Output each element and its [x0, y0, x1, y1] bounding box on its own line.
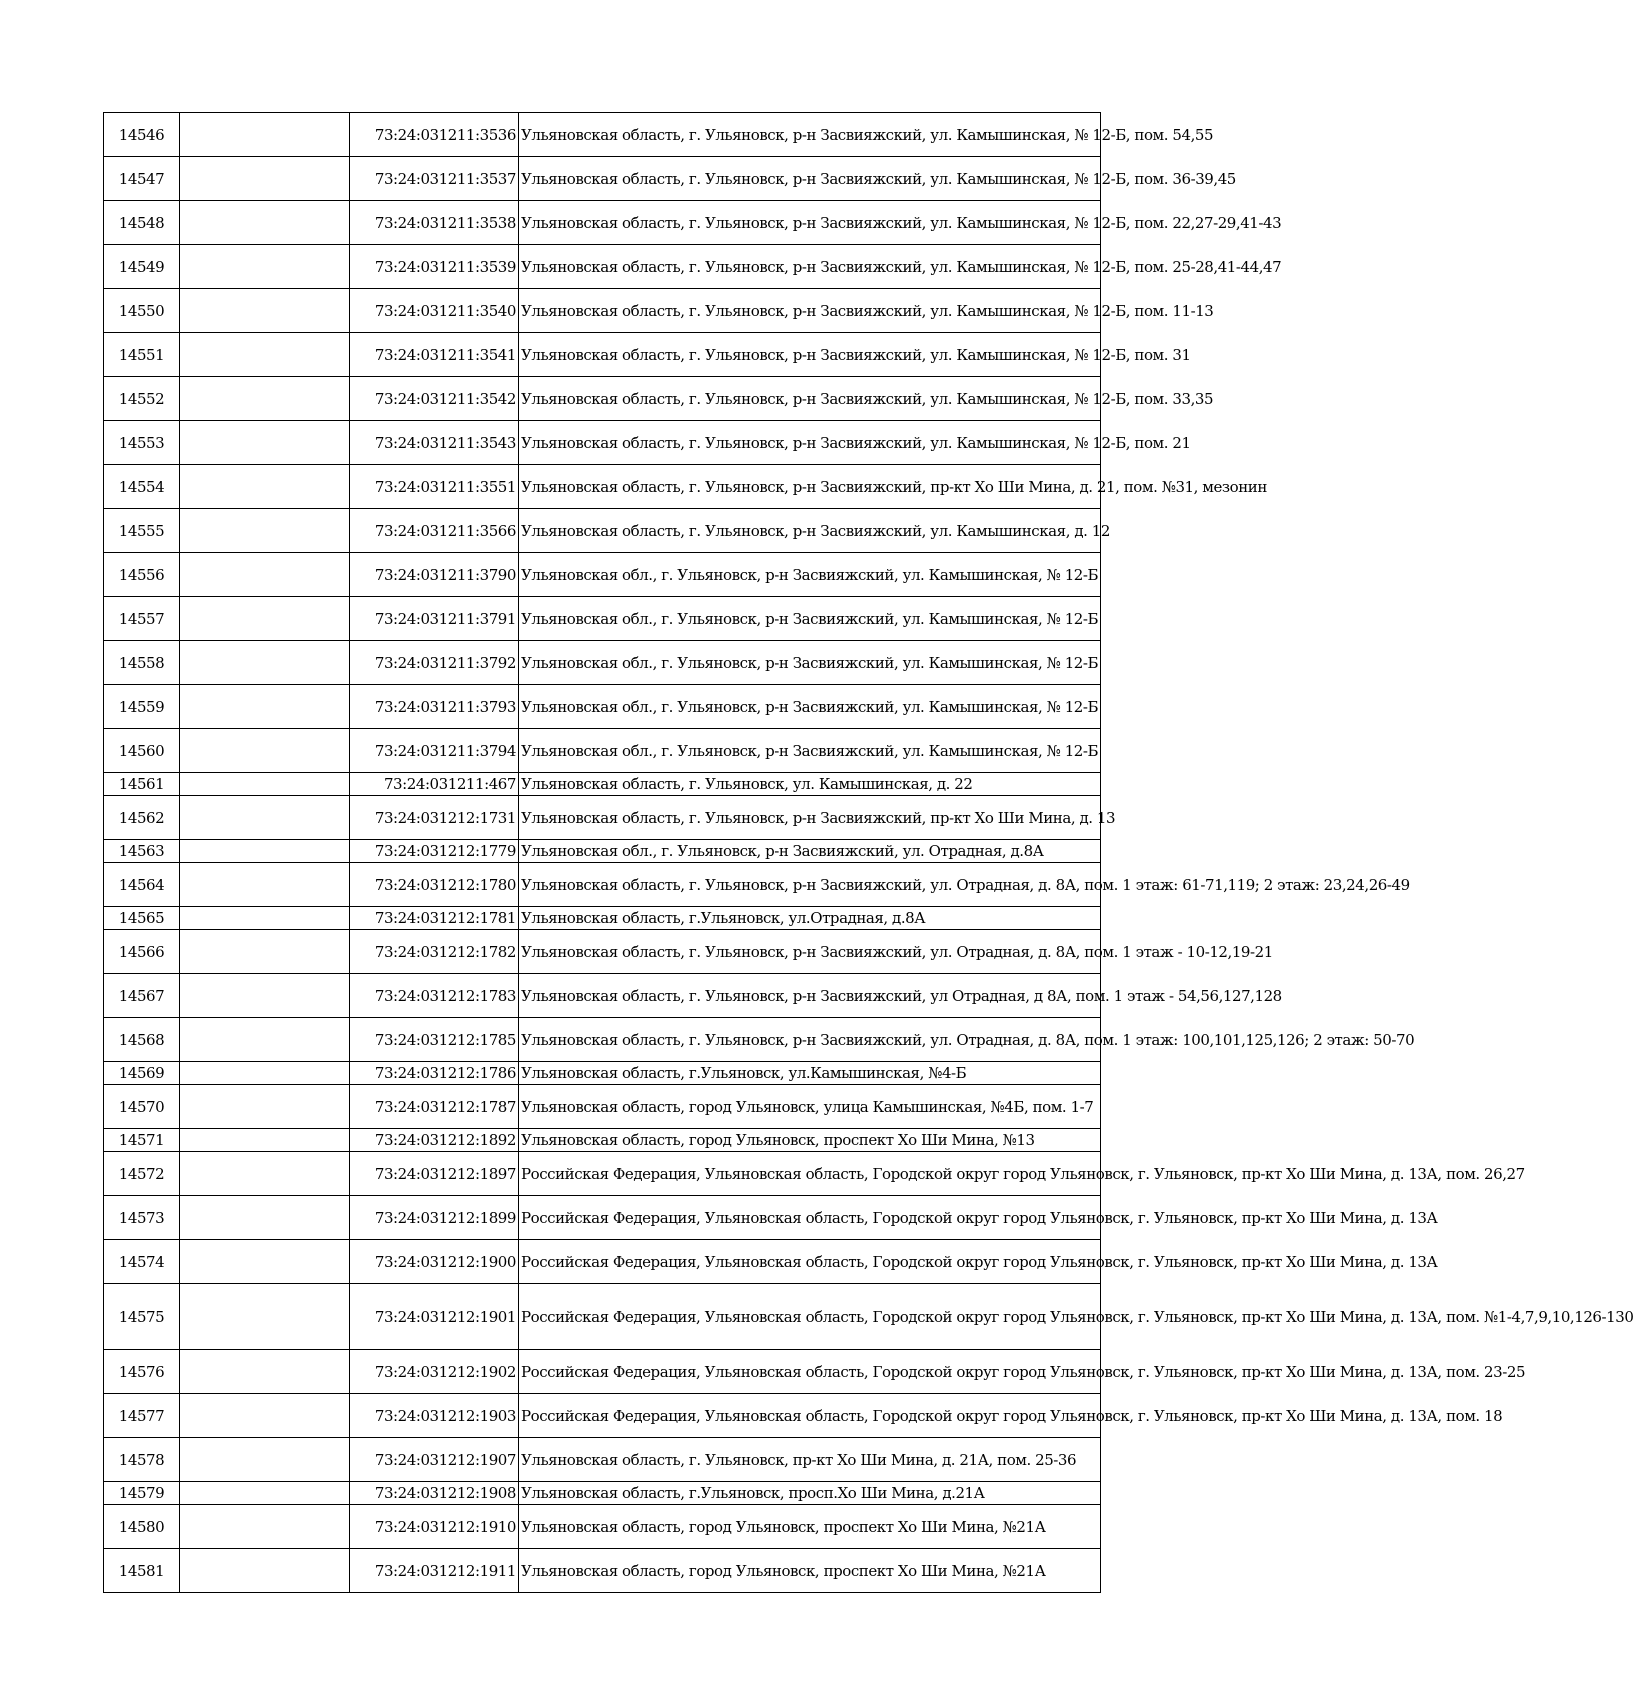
row-number-cell: 14572	[104, 1152, 180, 1196]
table-row	[104, 333, 1101, 377]
registry-table-body	[104, 113, 1633, 1593]
cadastral-number-cell: 73:24:031211:3551	[350, 465, 519, 509]
empty-cell	[180, 1438, 350, 1482]
table-row	[104, 289, 1101, 333]
empty-cell	[180, 1196, 350, 1240]
table-row	[104, 465, 1101, 509]
empty-cell	[180, 1350, 350, 1394]
address-cell: Ульяновская область, г.Ульяновск, ул.Камышинская, №4-Б	[519, 1062, 1101, 1085]
row-number-cell: 14550	[104, 289, 180, 333]
table-row	[104, 1549, 1101, 1593]
address-cell: Ульяновская область, г. Ульяновск, р-н Засвияжский, ул. Отрадная, д. 8А, пом. 1 этаж - 10-12,19-21	[519, 930, 1101, 974]
row-number-cell: 14566	[104, 930, 180, 974]
cadastral-number-cell: 73:24:031212:1783	[350, 974, 519, 1018]
table-row	[104, 377, 1101, 421]
empty-cell	[180, 201, 350, 245]
cadastral-number-cell: 73:24:031212:1779	[350, 840, 519, 863]
cadastral-number-cell: 73:24:031212:1785	[350, 1018, 519, 1062]
cadastral-number-cell: 73:24:031212:1897	[350, 1152, 519, 1196]
empty-cell	[180, 597, 350, 641]
table-row	[104, 773, 1101, 796]
cadastral-number-cell: 73:24:031212:1900	[350, 1240, 519, 1284]
row-number-cell: 14546	[104, 113, 180, 157]
row-number-cell: 14562	[104, 796, 180, 840]
cadastral-number-cell: 73:24:031211:3793	[350, 685, 519, 729]
address-cell: Ульяновская область, г. Ульяновск, р-н Засвияжский, ул. Камышинская, № 12-Б, пом. 31	[519, 333, 1101, 377]
table-row	[104, 641, 1101, 685]
table-row	[104, 509, 1101, 553]
cadastral-number-cell: 73:24:031212:1901	[350, 1284, 519, 1350]
empty-cell	[180, 245, 350, 289]
table-row	[104, 1482, 1101, 1505]
table-row	[104, 1284, 1101, 1350]
row-number-cell: 14575	[104, 1284, 180, 1350]
table-row	[104, 907, 1101, 930]
address-cell: Ульяновская область, г. Ульяновск, р-н Засвияжский, ул. Камышинская, № 12-Б, пом. 11-13	[519, 289, 1101, 333]
address-cell: Ульяновская обл., г. Ульяновск, р-н Засвияжский, ул. Камышинская, № 12-Б	[519, 729, 1101, 773]
table-row	[104, 1152, 1101, 1196]
cadastral-number-cell: 73:24:031211:3566	[350, 509, 519, 553]
empty-cell	[180, 289, 350, 333]
cadastral-number-cell: 73:24:031211:3792	[350, 641, 519, 685]
row-number-cell: 14580	[104, 1505, 180, 1549]
row-number-cell: 14558	[104, 641, 180, 685]
cadastral-number-cell: 73:24:031211:3794	[350, 729, 519, 773]
cadastral-number-cell: 73:24:031212:1782	[350, 930, 519, 974]
table-row	[104, 796, 1101, 840]
table-row	[104, 1240, 1101, 1284]
table-row	[104, 1438, 1101, 1482]
empty-cell	[180, 421, 350, 465]
row-number-cell: 14554	[104, 465, 180, 509]
address-cell: Ульяновская область, г. Ульяновск, р-н Засвияжский, ул. Камышинская, № 12-Б, пом. 21	[519, 421, 1101, 465]
address-cell: Ульяновская область, г. Ульяновск, р-н Засвияжский, ул. Камышинская, № 12-Б, пом. 54,55	[519, 113, 1101, 157]
address-cell: Ульяновская область, г. Ульяновск, р-н Засвияжский, ул. Отрадная, д. 8А, пом. 1 этаж: 100,101,125,126; 2 этаж: 50-70	[519, 1018, 1101, 1062]
row-number-cell: 14577	[104, 1394, 180, 1438]
address-cell: Ульяновская обл., г. Ульяновск, р-н Засвияжский, ул. Отрадная, д.8А	[519, 840, 1101, 863]
address-cell: Ульяновская область, г. Ульяновск, пр-кт Хо Ши Мина, д. 21А, пом. 25-36	[519, 1438, 1101, 1482]
address-cell: Российская Федерация, Ульяновская область, Городской округ город Ульяновск, г. Ульяновск, пр-кт Хо Ши Мина, д. 13А, пом. 18	[519, 1394, 1101, 1438]
cadastral-number-cell: 73:24:031212:1731	[350, 796, 519, 840]
cadastral-number-cell: 73:24:031212:1902	[350, 1350, 519, 1394]
row-number-cell: 14553	[104, 421, 180, 465]
table-row	[104, 245, 1101, 289]
cadastral-number-cell: 73:24:031211:3541	[350, 333, 519, 377]
row-number-cell: 14581	[104, 1549, 180, 1593]
address-cell: Российская Федерация, Ульяновская область, Городской округ город Ульяновск, г. Ульяновск, пр-кт Хо Ши Мина, д. 13А	[519, 1240, 1101, 1284]
address-cell: Ульяновская область, город Ульяновск, проспект Хо Ши Мина, №13	[519, 1129, 1101, 1152]
table-row	[104, 113, 1101, 157]
address-cell: Ульяновская область, г. Ульяновск, р-н Засвияжский, ул. Камышинская, № 12-Б, пом. 25-28,41-44,47	[519, 245, 1101, 289]
row-number-cell: 14567	[104, 974, 180, 1018]
cadastral-number-cell: 73:24:031212:1892	[350, 1129, 519, 1152]
cadastral-number-cell: 73:24:031212:1780	[350, 863, 519, 907]
table-row	[104, 1350, 1101, 1394]
address-cell: Российская Федерация, Ульяновская область, Городской округ город Ульяновск, г. Ульяновск, пр-кт Хо Ши Мина, д. 13А	[519, 1196, 1101, 1240]
table-row	[104, 597, 1101, 641]
address-cell: Ульяновская область, г. Ульяновск, р-н Засвияжский, ул. Отрадная, д. 8А, пом. 1 этаж: 61-71,119; 2 этаж: 23,24,26-49	[519, 863, 1101, 907]
empty-cell	[180, 1129, 350, 1152]
cadastral-number-cell: 73:24:031211:3543	[350, 421, 519, 465]
empty-cell	[180, 1062, 350, 1085]
row-number-cell: 14565	[104, 907, 180, 930]
cadastral-number-cell: 73:24:031211:3537	[350, 157, 519, 201]
table-row	[104, 1394, 1101, 1438]
empty-cell	[180, 1505, 350, 1549]
cadastral-number-cell: 73:24:031211:3790	[350, 553, 519, 597]
row-number-cell: 14548	[104, 201, 180, 245]
table-row	[104, 201, 1101, 245]
cadastral-number-cell: 73:24:031211:3538	[350, 201, 519, 245]
empty-cell	[180, 509, 350, 553]
row-number-cell: 14561	[104, 773, 180, 796]
address-cell: Ульяновская область, г. Ульяновск, р-н Засвияжский, пр-кт Хо Ши Мина, д. 21, пом. №31, мезонин	[519, 465, 1101, 509]
row-number-cell: 14573	[104, 1196, 180, 1240]
row-number-cell: 14560	[104, 729, 180, 773]
table-row	[104, 930, 1101, 974]
address-cell: Ульяновская обл., г. Ульяновск, р-н Засвияжский, ул. Камышинская, № 12-Б	[519, 553, 1101, 597]
cadastral-number-cell: 73:24:031211:3536	[350, 113, 519, 157]
address-cell: Российская Федерация, Ульяновская область, Городской округ город Ульяновск, г. Ульяновск, пр-кт Хо Ши Мина, д. 13А, пом. 26,27	[519, 1152, 1101, 1196]
empty-cell	[180, 377, 350, 421]
row-number-cell: 14551	[104, 333, 180, 377]
empty-cell	[180, 1152, 350, 1196]
empty-cell	[180, 553, 350, 597]
empty-cell	[180, 1284, 350, 1350]
empty-cell	[180, 641, 350, 685]
address-cell: Ульяновская область, город Ульяновск, улица Камышинская, №4Б, пом. 1-7	[519, 1085, 1101, 1129]
property-registry-table	[103, 112, 1633, 1593]
row-number-cell: 14574	[104, 1240, 180, 1284]
table-row	[104, 840, 1101, 863]
cadastral-number-cell: 73:24:031211:3542	[350, 377, 519, 421]
empty-cell	[180, 1085, 350, 1129]
address-cell: Ульяновская область, г. Ульяновск, р-н Засвияжский, ул Отрадная, д 8А, пом. 1 этаж - 54,56,127,128	[519, 974, 1101, 1018]
address-cell: Ульяновская область, г. Ульяновск, р-н Засвияжский, ул. Камышинская, № 12-Б, пом. 36-39,45	[519, 157, 1101, 201]
empty-cell	[180, 773, 350, 796]
cadastral-number-cell: 73:24:031211:3791	[350, 597, 519, 641]
row-number-cell: 14559	[104, 685, 180, 729]
row-number-cell: 14547	[104, 157, 180, 201]
address-cell: Ульяновская область, г. Ульяновск, р-н Засвияжский, ул. Камышинская, д. 12	[519, 509, 1101, 553]
table-row	[104, 1018, 1101, 1062]
cadastral-number-cell: 73:24:031212:1899	[350, 1196, 519, 1240]
table-row	[104, 685, 1101, 729]
empty-cell	[180, 685, 350, 729]
cadastral-number-cell: 73:24:031212:1908	[350, 1482, 519, 1505]
table-row	[104, 1196, 1101, 1240]
row-number-cell: 14569	[104, 1062, 180, 1085]
table-row	[104, 863, 1101, 907]
address-cell: Российская Федерация, Ульяновская область, Городской округ город Ульяновск, г. Ульяновск, пр-кт Хо Ши Мина, д. 13А, пом. №1-4,7,9,10,126-130	[519, 1284, 1101, 1350]
address-cell: Ульяновская обл., г. Ульяновск, р-н Засвияжский, ул. Камышинская, № 12-Б	[519, 685, 1101, 729]
empty-cell	[180, 840, 350, 863]
empty-cell	[180, 1018, 350, 1062]
table-row	[104, 1129, 1101, 1152]
empty-cell	[180, 157, 350, 201]
empty-cell	[180, 863, 350, 907]
table-row	[104, 1085, 1101, 1129]
row-number-cell: 14552	[104, 377, 180, 421]
table-row	[104, 974, 1101, 1018]
address-cell: Ульяновская обл., г. Ульяновск, р-н Засвияжский, ул. Камышинская, № 12-Б	[519, 641, 1101, 685]
address-cell: Российская Федерация, Ульяновская область, Городской округ город Ульяновск, г. Ульяновск, пр-кт Хо Ши Мина, д. 13А, пом. 23-25	[519, 1350, 1101, 1394]
empty-cell	[180, 1549, 350, 1593]
empty-cell	[180, 1482, 350, 1505]
empty-cell	[180, 796, 350, 840]
row-number-cell: 14563	[104, 840, 180, 863]
empty-cell	[180, 974, 350, 1018]
address-cell: Ульяновская область, г. Ульяновск, р-н Засвияжский, пр-кт Хо Ши Мина, д. 13	[519, 796, 1101, 840]
cadastral-number-cell: 73:24:031212:1907	[350, 1438, 519, 1482]
row-number-cell: 14576	[104, 1350, 180, 1394]
empty-cell	[180, 930, 350, 974]
row-number-cell: 14549	[104, 245, 180, 289]
row-number-cell: 14571	[104, 1129, 180, 1152]
empty-cell	[180, 729, 350, 773]
cadastral-number-cell: 73:24:031212:1910	[350, 1505, 519, 1549]
row-number-cell: 14579	[104, 1482, 180, 1505]
table-row	[104, 553, 1101, 597]
address-cell: Ульяновская область, г. Ульяновск, ул. Камышинская, д. 22	[519, 773, 1101, 796]
address-cell: Ульяновская область, город Ульяновск, проспект Хо Ши Мина, №21А	[519, 1505, 1101, 1549]
address-cell: Ульяновская область, г. Ульяновск, р-н Засвияжский, ул. Камышинская, № 12-Б, пом. 22,27-29,41-43	[519, 201, 1101, 245]
address-cell: Ульяновская область, г.Ульяновск, просп.Хо Ши Мина, д.21А	[519, 1482, 1101, 1505]
cadastral-number-cell: 73:24:031212:1911	[350, 1549, 519, 1593]
cadastral-number-cell: 73:24:031211:467	[350, 773, 519, 796]
empty-cell	[180, 1394, 350, 1438]
cadastral-number-cell: 73:24:031212:1786	[350, 1062, 519, 1085]
cadastral-number-cell: 73:24:031212:1787	[350, 1085, 519, 1129]
cadastral-number-cell: 73:24:031212:1781	[350, 907, 519, 930]
table-row	[104, 1062, 1101, 1085]
row-number-cell: 14564	[104, 863, 180, 907]
address-cell: Ульяновская область, г. Ульяновск, р-н Засвияжский, ул. Камышинская, № 12-Б, пом. 33,35	[519, 377, 1101, 421]
table-row	[104, 729, 1101, 773]
address-cell: Ульяновская область, город Ульяновск, проспект Хо Ши Мина, №21А	[519, 1549, 1101, 1593]
empty-cell	[180, 1240, 350, 1284]
row-number-cell: 14570	[104, 1085, 180, 1129]
row-number-cell: 14555	[104, 509, 180, 553]
cadastral-number-cell: 73:24:031211:3540	[350, 289, 519, 333]
row-number-cell: 14557	[104, 597, 180, 641]
empty-cell	[180, 113, 350, 157]
table-row	[104, 157, 1101, 201]
row-number-cell: 14556	[104, 553, 180, 597]
empty-cell	[180, 333, 350, 377]
address-cell: Ульяновская обл., г. Ульяновск, р-н Засвияжский, ул. Камышинская, № 12-Б	[519, 597, 1101, 641]
table-row	[104, 1505, 1101, 1549]
row-number-cell: 14568	[104, 1018, 180, 1062]
empty-cell	[180, 907, 350, 930]
address-cell: Ульяновская область, г.Ульяновск, ул.Отрадная, д.8А	[519, 907, 1101, 930]
cadastral-number-cell: 73:24:031211:3539	[350, 245, 519, 289]
row-number-cell: 14578	[104, 1438, 180, 1482]
table-row	[104, 421, 1101, 465]
cadastral-number-cell: 73:24:031212:1903	[350, 1394, 519, 1438]
empty-cell	[180, 465, 350, 509]
